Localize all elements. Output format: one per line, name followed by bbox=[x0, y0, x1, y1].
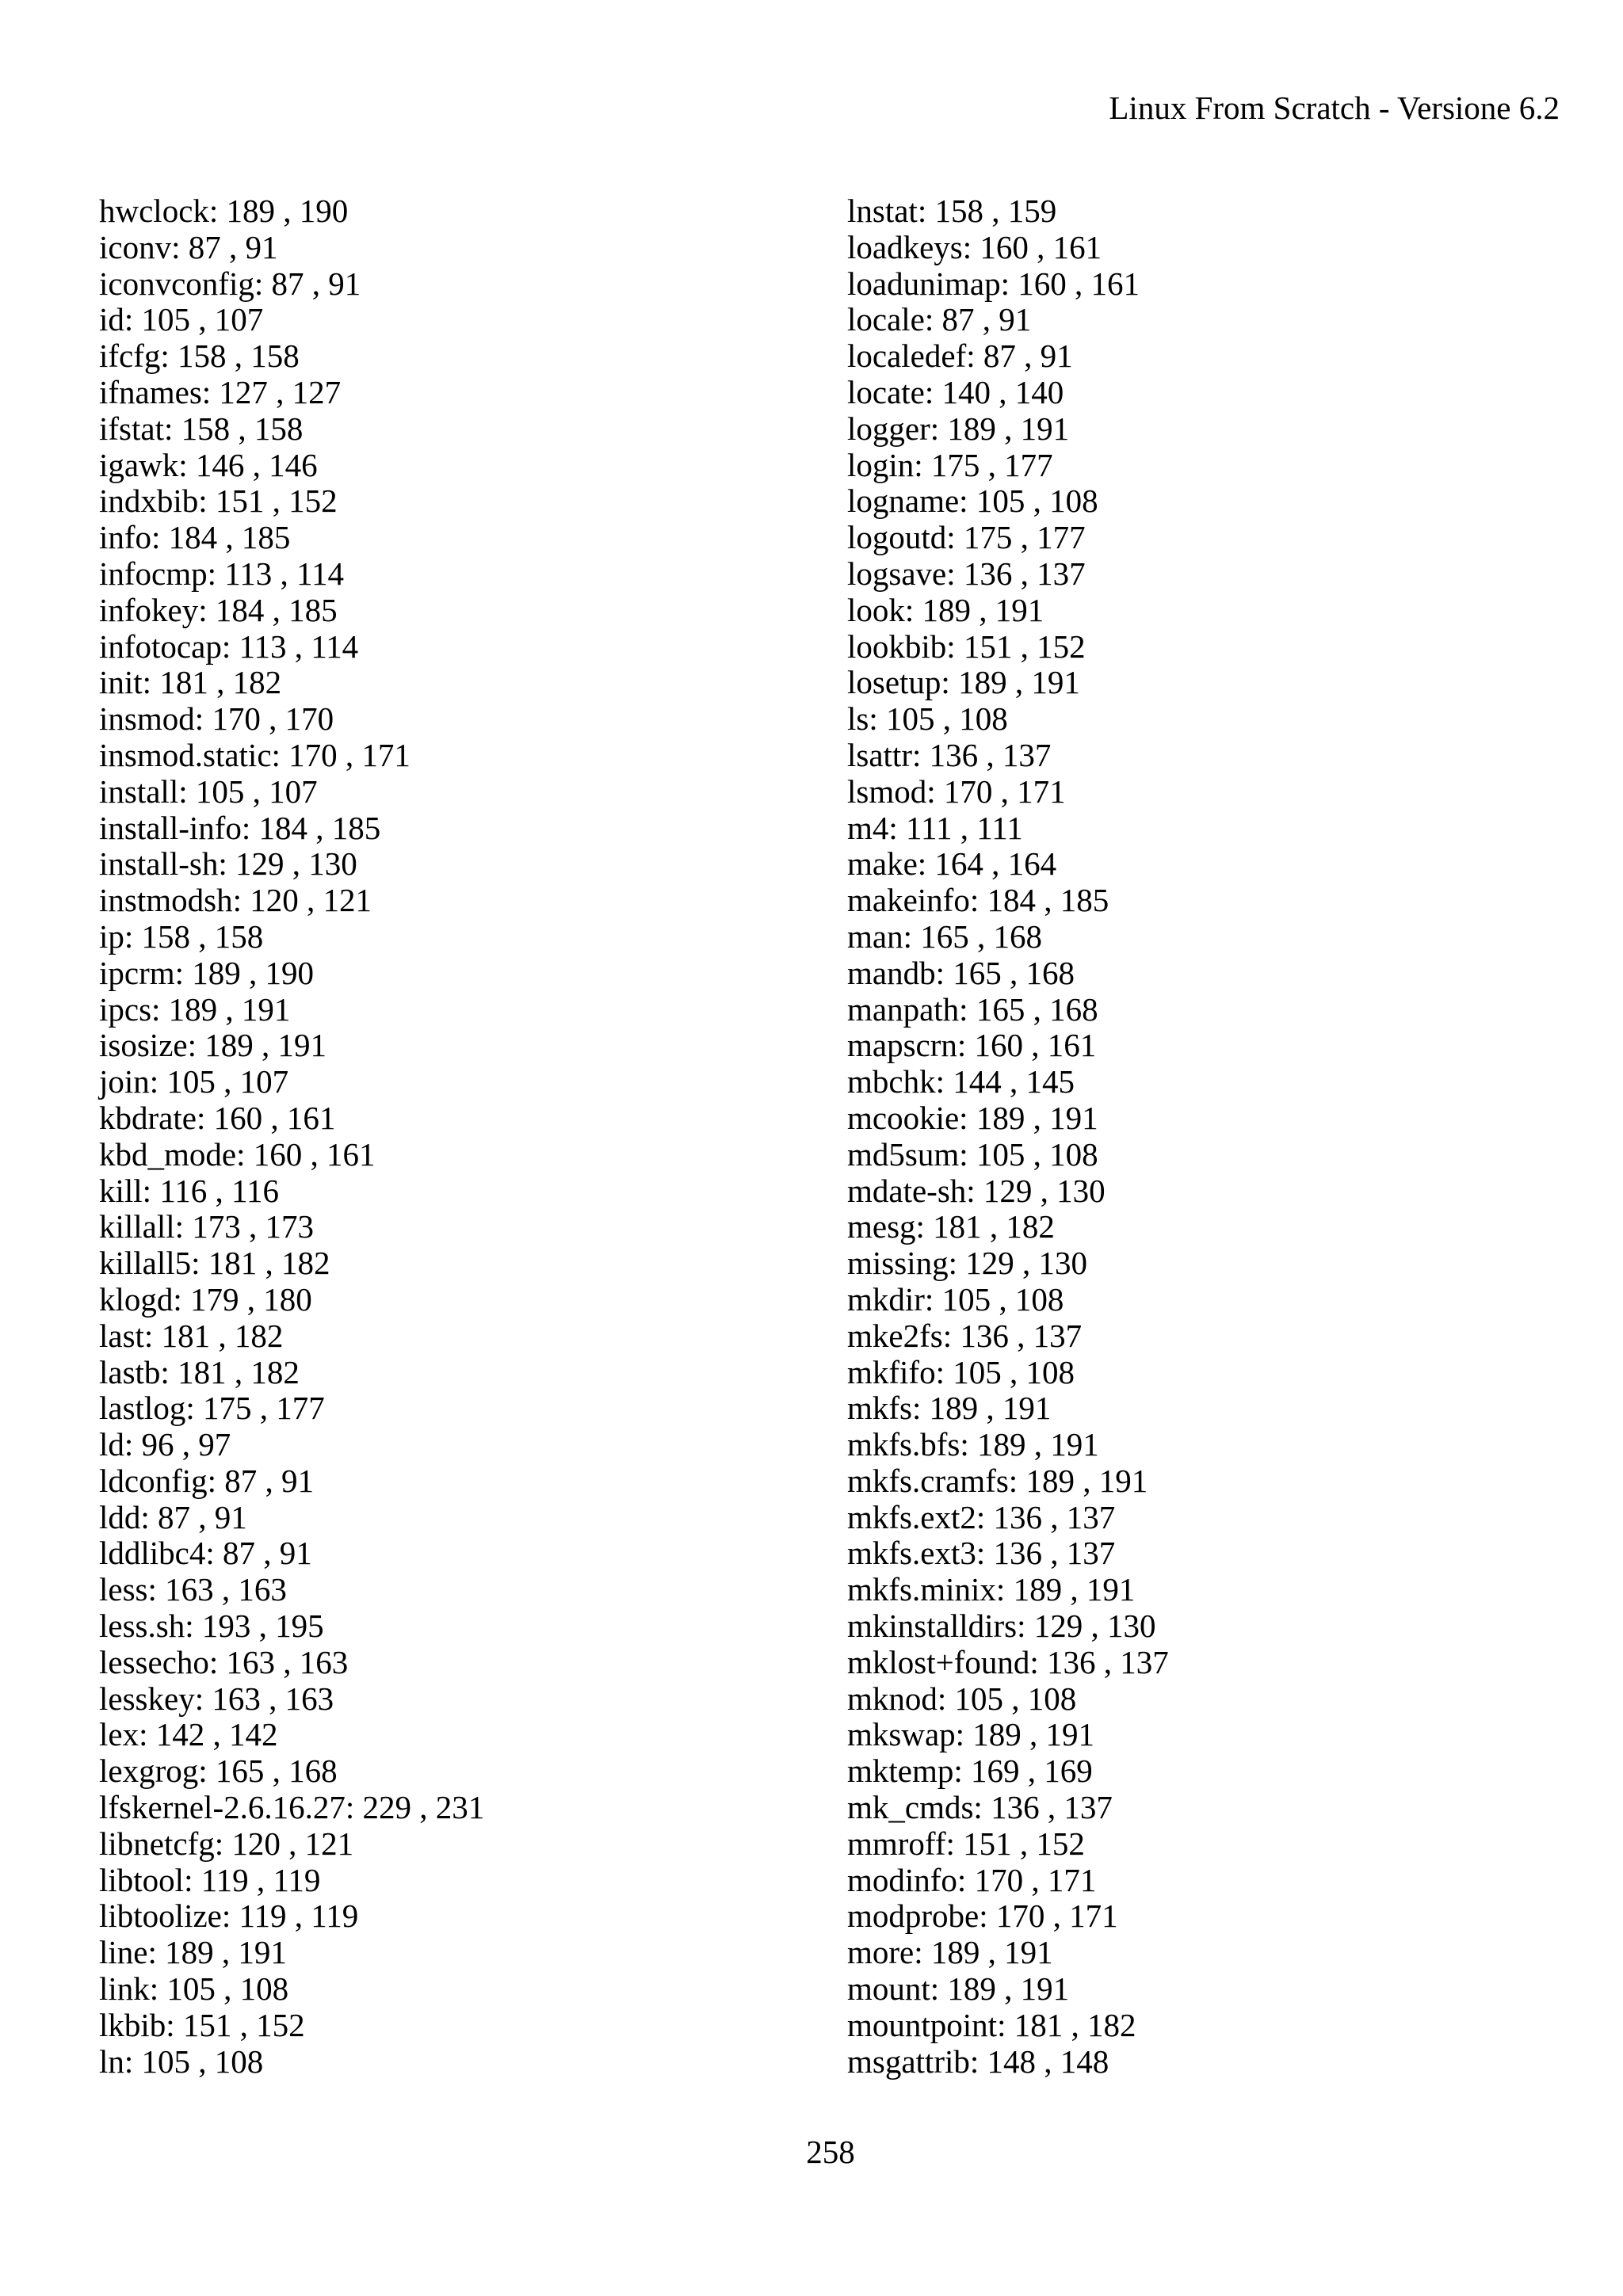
index-entry: ipcs: 189 , 191 bbox=[99, 990, 291, 1028]
index-entry: modprobe: 170 , 171 bbox=[847, 1897, 1118, 1935]
index-entry: iconv: 87 , 91 bbox=[99, 228, 278, 265]
index-entry: more: 189 , 191 bbox=[847, 1934, 1053, 1971]
index-entry: igawk: 146 , 146 bbox=[99, 446, 318, 483]
index-entry: mkfs.cramfs: 189 , 191 bbox=[847, 1462, 1148, 1499]
index-entry: mkfs: 189 , 191 bbox=[847, 1390, 1052, 1427]
index-entry: mkdir: 105 , 108 bbox=[847, 1280, 1064, 1318]
index-entry: klogd: 179 , 180 bbox=[99, 1280, 312, 1318]
index-entry: mke2fs: 136 , 137 bbox=[847, 1317, 1083, 1354]
index-entry: infokey: 184 , 185 bbox=[99, 591, 338, 628]
index-entry: lex: 142 , 142 bbox=[99, 1716, 278, 1753]
index-entry: locale: 87 , 91 bbox=[847, 301, 1032, 338]
index-entry: lexgrog: 165 , 168 bbox=[99, 1753, 338, 1790]
index-entry: link: 105 , 108 bbox=[99, 1970, 289, 2008]
index-entry: ln: 105 , 108 bbox=[99, 2042, 264, 2080]
index-entry: logoutd: 175 , 177 bbox=[847, 519, 1086, 556]
index-entry: localedef: 87 , 91 bbox=[847, 338, 1073, 375]
index-column-left bbox=[99, 193, 484, 2080]
page-header-title: Linux From Scratch - Versione 6.2 bbox=[1109, 90, 1560, 126]
index-entry: isosize: 189 , 191 bbox=[99, 1027, 327, 1064]
index-entry: mkfifo: 105 , 108 bbox=[847, 1353, 1075, 1390]
index-entry: lesskey: 163 , 163 bbox=[99, 1680, 334, 1717]
index-entry: kbd_mode: 160 , 161 bbox=[99, 1135, 376, 1173]
index-entry: hwclock: 189 , 190 bbox=[99, 193, 349, 229]
index-entry: id: 105 , 107 bbox=[99, 301, 264, 338]
index-entry: mk_cmds: 136 , 137 bbox=[847, 1789, 1113, 1826]
index-entry: lastlog: 175 , 177 bbox=[99, 1390, 325, 1427]
index-entry: mkfs.minix: 189 , 191 bbox=[847, 1571, 1136, 1608]
index-entry: instmodsh: 120 , 121 bbox=[99, 882, 372, 919]
index-entry: mbchk: 144 , 145 bbox=[847, 1063, 1075, 1100]
index-entry: info: 184 , 185 bbox=[99, 519, 291, 556]
index-entry: mknod: 105 , 108 bbox=[847, 1680, 1077, 1717]
index-entry: mcookie: 189 , 191 bbox=[847, 1099, 1098, 1136]
index-entry: modinfo: 170 , 171 bbox=[847, 1861, 1097, 1898]
index-entry: infocmp: 113 , 114 bbox=[99, 555, 344, 592]
index-entry: ip: 158 , 158 bbox=[99, 917, 264, 955]
index-entry: install-sh: 129 , 130 bbox=[99, 845, 357, 883]
index-entry: make: 164 , 164 bbox=[847, 845, 1057, 883]
index-entry: line: 189 , 191 bbox=[99, 1934, 287, 1971]
index-entry: less.sh: 193 , 195 bbox=[99, 1608, 324, 1645]
page-number: 258 bbox=[806, 2134, 855, 2170]
index-entry: insmod.static: 170 , 171 bbox=[99, 736, 411, 773]
index-entry: mandb: 165 , 168 bbox=[847, 954, 1075, 991]
index-entry: init: 181 , 182 bbox=[99, 664, 282, 701]
index-column-right bbox=[847, 193, 1169, 2080]
index-entry: mdate-sh: 129 , 130 bbox=[847, 1172, 1106, 1209]
index-entry: kill: 116 , 116 bbox=[99, 1172, 280, 1209]
index-entry: manpath: 165 , 168 bbox=[847, 990, 1098, 1028]
index-entry: infotocap: 113 , 114 bbox=[99, 627, 359, 665]
index-entry: logname: 105 , 108 bbox=[847, 482, 1098, 520]
index-entry: mkswap: 189 , 191 bbox=[847, 1716, 1095, 1753]
index-entry: install: 105 , 107 bbox=[99, 772, 318, 810]
index-entry: login: 175 , 177 bbox=[847, 446, 1053, 483]
index-entry: mkfs.ext3: 136 , 137 bbox=[847, 1535, 1116, 1572]
index-entry: kbdrate: 160 , 161 bbox=[99, 1099, 336, 1136]
index-entry: less: 163 , 163 bbox=[99, 1571, 287, 1608]
index-entry: lkbib: 151 , 152 bbox=[99, 2006, 305, 2043]
index-entry: mkinstalldirs: 129 , 130 bbox=[847, 1608, 1156, 1645]
index-entry: iconvconfig: 87 , 91 bbox=[99, 265, 361, 302]
index-entry: join: 105 , 107 bbox=[99, 1063, 289, 1100]
index-entry: mkfs.bfs: 189 , 191 bbox=[847, 1426, 1099, 1463]
index-entry: ifnames: 127 , 127 bbox=[99, 373, 342, 410]
index-entry: makeinfo: 184 , 185 bbox=[847, 882, 1109, 919]
index-entry: mktemp: 169 , 169 bbox=[847, 1753, 1093, 1790]
index-entry: loadkeys: 160 , 161 bbox=[847, 228, 1102, 265]
index-entry: ld: 96 , 97 bbox=[99, 1426, 231, 1463]
index-entry: mount: 189 , 191 bbox=[847, 1970, 1070, 2008]
index-entry: libnetcfg: 120 , 121 bbox=[99, 1825, 354, 1862]
index-entry: killall: 173 , 173 bbox=[99, 1208, 315, 1245]
index-entry: last: 181 , 182 bbox=[99, 1317, 284, 1354]
index-entry: ldconfig: 87 , 91 bbox=[99, 1462, 315, 1499]
index-entry: install-info: 184 , 185 bbox=[99, 809, 381, 846]
index-entry: indxbib: 151 , 152 bbox=[99, 482, 338, 520]
index-entry: killall5: 181 , 182 bbox=[99, 1245, 330, 1282]
index-entry: mkfs.ext2: 136 , 137 bbox=[847, 1498, 1116, 1535]
index-entry: ifstat: 158 , 158 bbox=[99, 410, 304, 447]
index-entry: md5sum: 105 , 108 bbox=[847, 1135, 1098, 1173]
index-entry: missing: 129 , 130 bbox=[847, 1245, 1087, 1282]
index-entry: loadunimap: 160 , 161 bbox=[847, 265, 1140, 302]
index-entry: lsattr: 136 , 137 bbox=[847, 736, 1052, 773]
index-entry: look: 189 , 191 bbox=[847, 591, 1044, 628]
index-entry: ldd: 87 , 91 bbox=[99, 1498, 247, 1535]
index-entry: msgattrib: 148 , 148 bbox=[847, 2042, 1109, 2080]
index-entry: lsmod: 170 , 171 bbox=[847, 772, 1066, 810]
index-entry: locate: 140 , 140 bbox=[847, 373, 1064, 410]
index-entry: logger: 189 , 191 bbox=[847, 410, 1070, 447]
index-entry: ipcrm: 189 , 190 bbox=[99, 954, 315, 991]
index-entry: logsave: 136 , 137 bbox=[847, 555, 1086, 592]
index-entry: losetup: 189 , 191 bbox=[847, 664, 1080, 701]
index-entry: insmod: 170 , 170 bbox=[99, 700, 334, 738]
index-entry: lastb: 181 , 182 bbox=[99, 1353, 300, 1390]
index-entry: mountpoint: 181 , 182 bbox=[847, 2006, 1136, 2043]
index-entry: mapscrn: 160 , 161 bbox=[847, 1027, 1097, 1064]
index-entry: lessecho: 163 , 163 bbox=[99, 1643, 349, 1680]
index-entry: lnstat: 158 , 159 bbox=[847, 193, 1057, 229]
index-entry: mesg: 181 , 182 bbox=[847, 1208, 1055, 1245]
index-entry: mmroff: 151 , 152 bbox=[847, 1825, 1085, 1862]
index-entry: ifcfg: 158 , 158 bbox=[99, 338, 300, 375]
index-entry: libtool: 119 , 119 bbox=[99, 1861, 321, 1898]
index-entry: lddlibc4: 87 , 91 bbox=[99, 1535, 312, 1572]
index-entry: ls: 105 , 108 bbox=[847, 700, 1008, 738]
index-entry: libtoolize: 119 , 119 bbox=[99, 1897, 359, 1935]
index-entry: lfskernel-2.6.16.27: 229 , 231 bbox=[99, 1789, 485, 1826]
index-entry: m4: 111 , 111 bbox=[847, 809, 1023, 846]
index-entry: man: 165 , 168 bbox=[847, 917, 1042, 955]
index-entry: lookbib: 151 , 152 bbox=[847, 627, 1086, 665]
index-entry: mklost+found: 136 , 137 bbox=[847, 1643, 1169, 1680]
